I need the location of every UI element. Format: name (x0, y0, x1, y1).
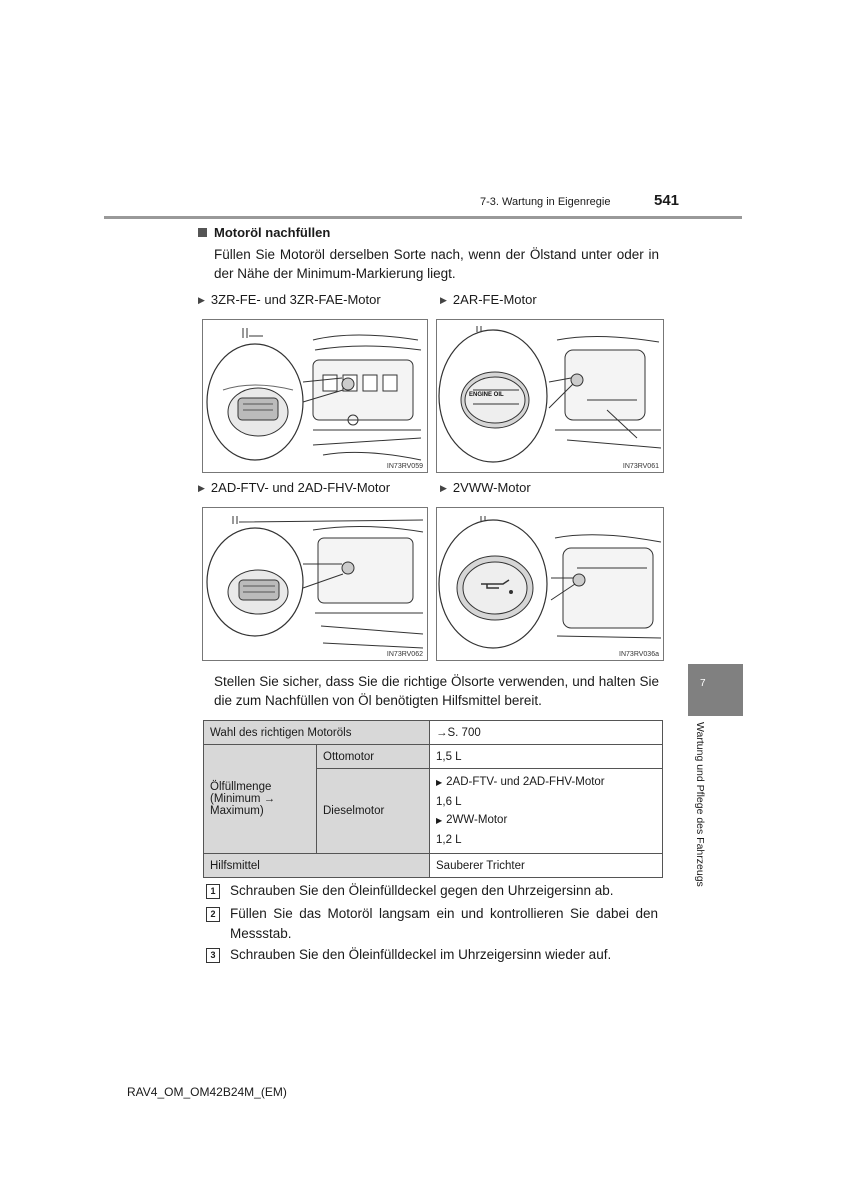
table-cell-value: 1,5 L (430, 745, 663, 769)
table-cell-label: Dieselmotor (317, 769, 430, 854)
figure-label-2: ▶ 2AR-FE-Motor (440, 292, 537, 307)
table-cell-label: Ottomotor (317, 745, 430, 769)
engine-illustration (437, 508, 663, 660)
table-cell-value: Sauberer Trichter (430, 854, 663, 878)
step-number: 2 (206, 907, 220, 922)
intro-paragraph: Füllen Sie Motoröl derselben Sorte nach, wenn der Ölstand unter oder in der Nähe der Minimum-Markierung liegt. (214, 247, 659, 281)
step-text: Füllen Sie das Motoröl langsam ein und kontrollieren Sie dabei den Messstab. (230, 906, 658, 941)
table-cell-value (430, 769, 663, 854)
square-bullet-icon (198, 228, 207, 237)
figure-code: IN73RV036a (619, 651, 659, 658)
tools-paragraph: Stellen Sie sicher, dass Sie die richtige Ölsorte verwenden, und halten Sie die zum Nachfüllen von Öl benötigten Hilfsmittel bereit. (214, 674, 659, 708)
step-1 (206, 881, 658, 901)
header-section-title: 7-3. Wartung in Eigenregie (480, 196, 611, 208)
chapter-tab (688, 664, 743, 716)
engine-illustration (203, 320, 427, 472)
chapter-title-vertical: Wartung und Pflege des Fahrzeugs (694, 722, 706, 887)
step-number: 3 (206, 948, 220, 963)
header-rule (104, 216, 742, 219)
figure-code: IN73RV059 (386, 463, 423, 470)
cap-text: ENGINE OIL (469, 392, 504, 398)
triangle-bullet-icon: ▶ (440, 295, 447, 305)
table-cell-label: Ölfüllmenge (Minimum → Maximum) (204, 745, 317, 854)
chapter-number: 7 (700, 678, 706, 689)
engine-capacity: 1,2 L (436, 833, 462, 846)
step-number: 1 (206, 884, 220, 899)
triangle-bullet-icon: ▶ (436, 816, 443, 825)
figure-label-4: ▶ 2VWW-Motor (440, 480, 531, 495)
engine-figure-4 (436, 507, 664, 661)
step-text: Schrauben Sie den Öleinfülldeckel gegen den Uhrzeigersinn ab. (230, 883, 614, 898)
triangle-bullet-icon: ▶ (198, 295, 205, 305)
figure-label-1: ▶ 3ZR-FE- und 3ZR-FAE-Motor (198, 292, 381, 307)
engine-illustration (203, 508, 427, 660)
triangle-bullet-icon: ▶ (198, 483, 205, 493)
footer-doc-id: RAV4_OM_OM42B24M_(EM) (127, 1085, 287, 1099)
figure-label-3: ▶ 2AD-FTV- und 2AD-FHV-Motor (198, 480, 391, 495)
engine-figure-1 (202, 319, 428, 473)
table-cell-label: Wahl des richtigen Motoröls (204, 721, 430, 745)
figure-code: IN73RV062 (386, 651, 423, 658)
section-title: Motoröl nachfüllen (198, 225, 330, 240)
engine-capacity: 1,6 L (436, 795, 462, 808)
figure-code: IN73RV061 (622, 463, 659, 470)
step-3 (206, 945, 658, 965)
engine-entry: ▶ 2AD-FTV- und 2AD-FHV-Motor (436, 776, 605, 788)
engine-figure-2 (436, 319, 664, 473)
page-number: 541 (654, 192, 680, 209)
triangle-bullet-icon: ▶ (440, 483, 447, 493)
oil-spec-table (203, 720, 663, 878)
step-text: Schrauben Sie den Öleinfülldeckel im Uhrzeigersinn wieder auf. (230, 947, 612, 962)
engine-entry: ▶ 2WW-Motor (436, 814, 508, 826)
engine-figure-3 (202, 507, 428, 661)
table-cell-value: →S. 700 (430, 721, 663, 745)
triangle-bullet-icon: ▶ (436, 778, 443, 787)
step-2 (206, 904, 658, 944)
table-cell-label: Hilfsmittel (204, 854, 430, 878)
